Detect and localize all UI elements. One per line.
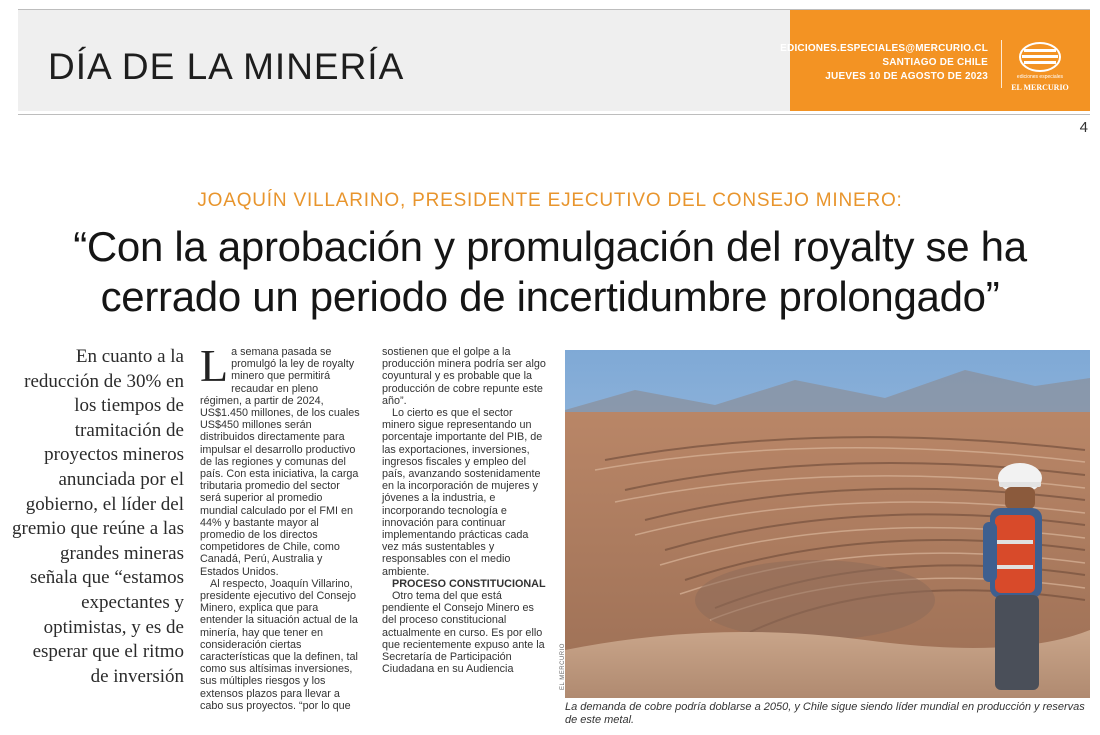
publication-date: JUEVES 10 DE AGOSTO DE 2023 <box>825 71 988 82</box>
paragraph-text: a semana pasada se promulgó la ley de royalty minero que permitirá recaudar en pleno régimen, a partir de 2024, US$1.450 millones, de los cuales US$450 millones serán distribuidos directamente para impulsar el desarrollo productivo de las regiones y comunas del país. Con esta iniciativa, la carga tributaria promedio del sector será superior al promedio mundial calculado por el FMI en 44% y bastante mayor al promedio de los directos competidores de Chile, como Canadá, Perú, Australia y Estados Unidos. <box>200 346 360 578</box>
page-number: 4 <box>1079 119 1088 136</box>
photo-caption: La demanda de cobre podría doblarse a 2050, y Chile sigue siendo líder mundial en producción y reservas de este metal. <box>565 701 1085 726</box>
logo-mark-icon <box>1008 40 1072 74</box>
contact-email[interactable]: EDICIONES.ESPECIALES@MERCURIO.CL <box>780 43 988 54</box>
mine-photo <box>565 350 1090 698</box>
section-header <box>18 10 1090 111</box>
article-column-2 <box>382 346 547 675</box>
article-lead: En cuanto a la reducción de 30% en los tiempos de tramitación de proyectos mineros anunciada por el gobierno, el líder del gremio que reúne a las grandes mineras señala que “estamos expectantes y optimistas, y es de esperar que el ritmo de inversión <box>12 346 184 687</box>
el-mercurio-logo <box>1008 40 1072 94</box>
photo-credit: EL MERCURIO <box>560 643 566 690</box>
logo-brand: EL MERCURIO <box>1011 83 1069 92</box>
header-bottom-rule <box>18 114 1090 115</box>
paragraph: sostienen que el golpe a la producción minera podría ser algo coyuntural y es probable que la producción de cobre repunte este año”. <box>382 346 546 407</box>
section-subhead: PROCESO CONSTITUCIONAL <box>392 577 546 590</box>
header-info-box <box>780 10 1090 111</box>
paragraph <box>200 340 360 578</box>
paragraph: Otro tema del que está pendiente el Consejo Minero es del proceso constitucional actualmente en curso. Es por ello que recientemente expuso ante la Secretaría de Participación Ciudadana en su Audiencia <box>382 590 545 676</box>
header-contact <box>780 42 988 84</box>
article-kicker: JOAQUÍN VILLARINO, PRESIDENTE EJECUTIVO DEL CONSEJO MINERO: <box>197 190 903 211</box>
contact-city: SANTIAGO DE CHILE <box>882 57 988 68</box>
article-headline: “Con la aprobación y promulgación del royalty se ha cerrado un periodo de incertidumbre prolongado” <box>73 223 1027 320</box>
open-pit-mine-illustration <box>565 350 1090 698</box>
logo-divider <box>1001 40 1002 88</box>
drop-cap: L <box>200 340 229 391</box>
paragraph: Lo cierto es que el sector minero sigue representando un porcentaje importante del PIB, de las exportaciones, inversiones, ingresos fiscales y empleo del país, avanzando sostenidamente en la incorporación de mujeres y jóvenes a la industria, e incorporando tecnología e innovación para continuar implementando prácticas cada vez más sustentables y responsables con el medio ambiente. <box>382 407 543 578</box>
logo-subtitle: ediciones especiales <box>1016 74 1064 80</box>
section-title: DÍA DE LA MINERÍA <box>48 46 405 87</box>
paragraph: Al respecto, Joaquín Villarino, presidente ejecutivo del Consejo Minero, explica que para entender la situación actual de la minería, hay que tener en consideración ciertas características que la definen, tal como sus altísimas inversiones, sus múltiples riesgos y los extensos plazos para llevar a cabo sus proyectos. “por lo que <box>200 577 358 712</box>
article-column-1 <box>200 340 360 712</box>
